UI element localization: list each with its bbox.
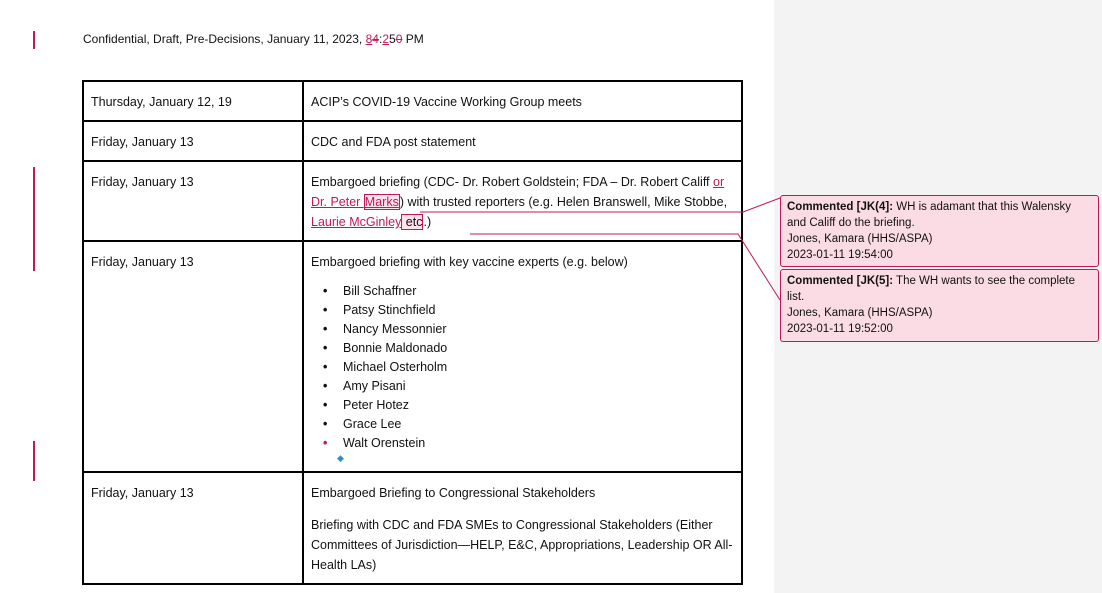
list-item: • Patsy Stinchfield xyxy=(343,301,734,320)
event-text: Embargoed briefing (CDC- Dr. Robert Goldstein; FDA – Dr. Robert Califf xyxy=(311,175,714,189)
comment-anchor[interactable]: etc xyxy=(402,215,423,229)
date-cell: Friday, January 13 xyxy=(83,161,303,241)
comment-body: The WH wants to see the complete list. xyxy=(787,275,1076,303)
deleted-text: 4 xyxy=(372,32,379,46)
list-item: • Amy Pisani xyxy=(343,377,734,396)
inserted-text: Laurie McGinley xyxy=(311,215,402,229)
header-minute: 5 xyxy=(389,32,396,46)
comment-timestamp: 2023-01-11 19:54:00 xyxy=(787,249,893,261)
comment-leader-line xyxy=(470,234,780,300)
comment-label: Commented [JK(4]: xyxy=(787,201,894,213)
comment-author: Jones, Kamara (HHS/ASPA) xyxy=(787,307,933,319)
header-text: Confidential, Draft, Pre-Decisions, January 11, 2023, xyxy=(83,32,366,46)
list-item: • Nancy Messonnier xyxy=(343,320,734,339)
list-item: • Michael Osterholm xyxy=(343,358,734,377)
header-suffix: PM xyxy=(402,32,424,46)
comment-balloon[interactable] xyxy=(780,195,1099,267)
event-text: .) xyxy=(423,215,432,229)
list-item: • Grace Lee xyxy=(343,415,734,434)
header-colon: : xyxy=(378,32,383,46)
event-cell: CDC and FDA post statement xyxy=(303,121,742,161)
inserted-text: 2 xyxy=(382,32,389,46)
comment-timestamp: 2023-01-11 19:52:00 xyxy=(787,323,893,335)
event-text: Briefing with CDC and FDA SMEs to Congressional Stakeholders (Either Committees of Jurisdiction—HELP, E&C, Appropriations, Leadership OR All-Health LAs) xyxy=(311,518,733,572)
event-cell: ACIP’s COVID-19 Vaccine Working Group meets xyxy=(303,81,742,121)
event-text: ) with trusted reporters (e.g. Helen Branswell, Mike Stobbe, xyxy=(399,195,728,209)
comment-balloon[interactable] xyxy=(780,269,1099,342)
deleted-text: 0 xyxy=(395,32,403,46)
date-cell: Thursday, January 12, 19 xyxy=(83,81,303,121)
comment-leader-line xyxy=(420,198,780,212)
list-item: • Bill Schaffner xyxy=(343,282,734,301)
comment-author: Jones, Kamara (HHS/ASPA) xyxy=(787,233,933,245)
list-item: • Peter Hotez xyxy=(343,396,734,415)
comment-anchor[interactable]: Marks xyxy=(364,195,399,209)
comment-body: WH is adamant that this Walensky and Califf do the briefing. xyxy=(787,201,1071,229)
date-cell: Friday, January 13 xyxy=(83,472,303,584)
list-item: • Walt Orenstein xyxy=(343,434,734,453)
inserted-text: 8 xyxy=(365,32,373,46)
list-item: • Bonnie Maldonado xyxy=(343,339,734,358)
event-text: Embargoed briefing with key vaccine experts (e.g. below) xyxy=(311,255,628,269)
paragraph-mark-icon: ◆ xyxy=(337,453,344,463)
inserted-text: or Dr. Peter xyxy=(311,175,725,209)
date-cell: Friday, January 13 xyxy=(83,241,303,472)
event-text: Embargoed Briefing to Congressional Stakeholders xyxy=(311,486,596,500)
date-cell: Friday, January 13 xyxy=(83,121,303,161)
comment-label: Commented [JK(5]: xyxy=(787,275,894,287)
